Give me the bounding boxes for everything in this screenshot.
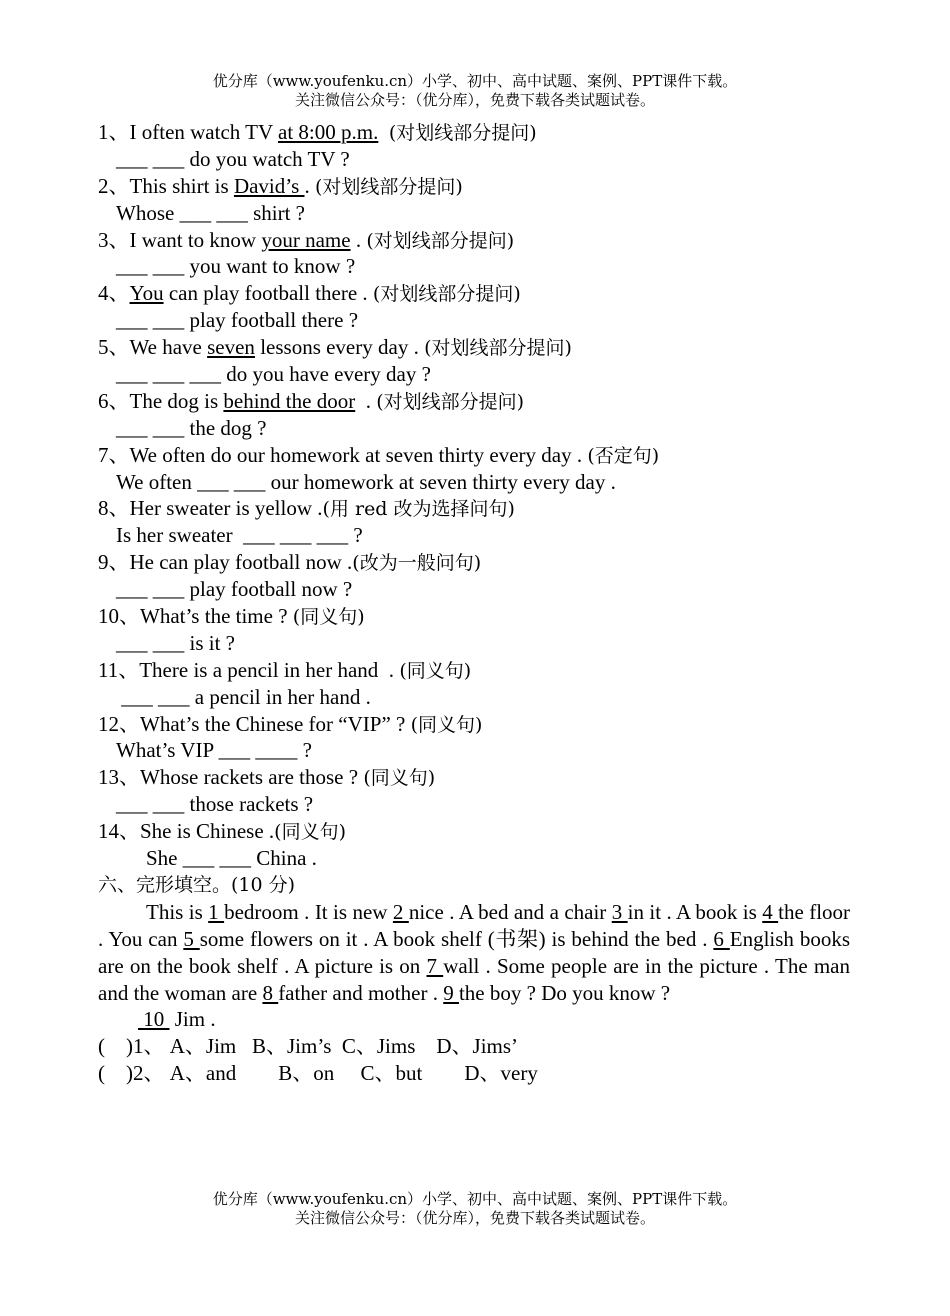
blank-2: 2	[392, 899, 409, 924]
blank-4: 4	[762, 899, 779, 924]
option-row-2: ( )2、 A、and B、on C、but D、very	[98, 1061, 538, 1086]
underlined-part: You	[129, 281, 164, 306]
underlined-part: seven	[207, 335, 255, 360]
blank-6: 6	[713, 926, 730, 951]
answer-5: ___ ___ ___ do you have every day ?	[116, 362, 431, 387]
underlined-part: your name	[261, 227, 351, 252]
blank-7: 7	[426, 953, 444, 978]
answer-9: ___ ___ play football now ?	[116, 577, 353, 602]
question-7: 7、We often do our homework at seven thirty every day . (否定句)	[98, 442, 660, 467]
answer-7: We often ___ ___ our homework at seven thirty every day .	[116, 469, 616, 494]
question-9: 9、He can play football now .(改为一般问句)	[98, 550, 482, 575]
answer-2: Whose ___ ___ shirt ?	[116, 200, 305, 225]
question-8: 8、Her sweater is yellow .(用 red 改为选择问句)	[98, 496, 515, 521]
answer-6: ___ ___ the dog ?	[116, 415, 267, 440]
cloze-paragraph-1: This is 1 bedroom . It is new 2 nice . A bed and a chair 3 in it . A book is 4 the floor . You can 5 some flowers on it . A book shelf (书架) is behind the bed . 6 English books are on the book shelf . A picture is on 7 wall . Some people are in the picture . The man and the woman are 8 father and mother . 9 the boy ? Do you know ?	[98, 899, 851, 1005]
question-10: 10、What’s the time ? (同义句)	[98, 604, 365, 629]
question-4: 4、You can play football there . (对划线部分提问)	[98, 281, 521, 306]
cloze-passage	[98, 899, 850, 1034]
question-13: 13、Whose rackets are those ? (同义句)	[98, 765, 436, 790]
exercise-content	[98, 119, 850, 1087]
question-6: 6、The dog is behind the door . (对划线部分提问)	[98, 388, 525, 413]
question-3: 3、I want to know your name . (对划线部分提问)	[98, 227, 515, 252]
blank-9: 9	[443, 980, 459, 1005]
header-line-2: 关注微信公众号：（优分库），免费下载各类试题试卷。	[294, 91, 655, 109]
blank-10: 10	[138, 1007, 170, 1032]
underlined-part: behind the door	[223, 388, 356, 413]
blank-8: 8	[262, 980, 279, 1005]
underlined-part: at 8:00 p.m.	[278, 120, 379, 144]
answer-14: She ___ ___ China .	[146, 846, 317, 871]
answer-13: ___ ___ those rackets ?	[116, 792, 314, 817]
section-6-title: 六、完形填空。(10 分)	[98, 873, 296, 896]
underlined-part: David’s	[233, 173, 305, 198]
question-12: 12、What’s the Chinese for “VIP” ? (同义句)	[98, 711, 483, 736]
blank-3: 3	[611, 899, 628, 924]
answer-1: ___ ___ do you watch TV ?	[116, 146, 350, 171]
question-2: 2、This shirt is David’s . (对划线部分提问)	[98, 173, 463, 198]
question-1: 1、I often watch TV at 8:00 p.m. (对划线部分提问)	[98, 120, 537, 144]
answer-12: What’s VIP ___ ____ ?	[116, 738, 312, 763]
option-row-1: ( )1、 A、Jim B、Jim’s C、Jims D、Jims’	[98, 1034, 519, 1059]
answer-8: Is her sweater ___ ___ ___ ?	[116, 523, 363, 548]
question-5: 5、We have seven lessons every day . (对划线部分提问)	[98, 335, 572, 360]
question-14: 14、She is Chinese .(同义句)	[98, 819, 346, 844]
blank-1: 1	[208, 899, 225, 924]
header-line-1: 优分库（www.youfenku.cn）小学、初中、高中试题、案例、PPT课件下载。	[212, 72, 738, 90]
blank-5: 5	[183, 926, 200, 951]
footer-line-1: 优分库（www.youfenku.cn）小学、初中、高中试题、案例、PPT课件下载。	[212, 1190, 738, 1208]
answer-11: ___ ___ a pencil in her hand .	[116, 684, 371, 709]
answer-3: ___ ___ you want to know ?	[116, 254, 356, 279]
question-11: 11、There is a pencil in her hand . (同义句)	[98, 657, 472, 682]
footer-line-2: 关注微信公众号：（优分库），免费下载各类试题试卷。	[294, 1209, 655, 1227]
page-footer	[0, 1190, 950, 1228]
answer-10: ___ ___ is it ?	[116, 630, 235, 655]
cloze-paragraph-2: 10 Jim .	[138, 1007, 216, 1032]
answer-4: ___ ___ play football there ?	[116, 308, 359, 333]
page-header	[0, 72, 950, 110]
